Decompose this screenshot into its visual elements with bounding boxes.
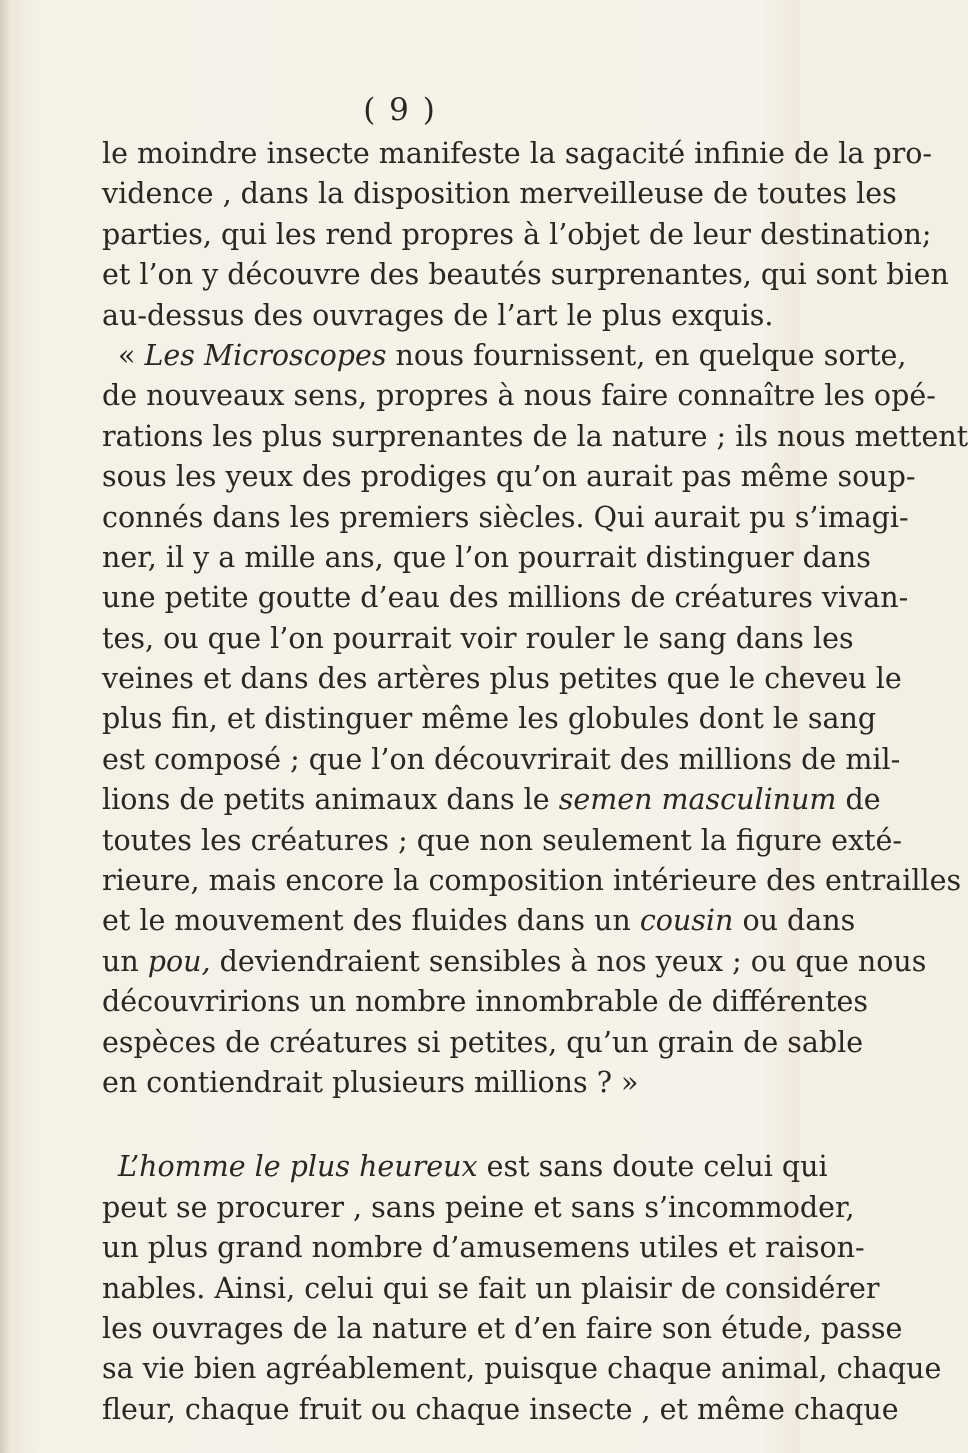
text-line [102, 1309, 903, 1349]
text-run: rations les plus surprenantes de la nature ; ils nous mettent [102, 419, 968, 453]
text-line [102, 780, 881, 820]
text-line [102, 376, 936, 416]
text-line [102, 296, 784, 336]
text-run: le moindre insecte manifeste la sagacité infinie de la pro- [102, 137, 933, 170]
text-run: en contiendrait plusieurs millions ? » [102, 1065, 639, 1099]
italic-text: Les Microscopes [144, 338, 387, 372]
text-line [102, 174, 897, 214]
text-run: de [836, 783, 881, 817]
text-line [102, 1390, 899, 1430]
text-line [102, 861, 962, 901]
text-line [102, 821, 902, 861]
page-number: ( 9 ) [363, 92, 437, 128]
text-run: deviendraient sensibles à nos yeux ; ou que nous [210, 944, 927, 978]
text-line [102, 498, 909, 538]
text-run: vidence , dans la disposition merveilleuse de toutes les [102, 177, 897, 211]
text-run: rieure, mais encore la composition intérieure des entrailles [102, 864, 962, 898]
text-line [102, 578, 909, 618]
text-run: une petite goutte d’eau des millions de créatures vivan- [102, 581, 909, 615]
text-line [102, 1349, 942, 1389]
text-line [102, 982, 869, 1022]
text-run: connés dans les premiers siècles. Qui aurait pu s’imagi- [102, 500, 909, 534]
text-line [102, 942, 927, 982]
text-line [102, 659, 902, 699]
paragraph-gap [102, 1103, 784, 1147]
text-run: ner, il y a mille ans, que l’on pourrait distinguer dans [102, 540, 871, 574]
text-run: lions de petits animaux dans le [102, 783, 559, 817]
text-line [102, 1188, 855, 1228]
text-run: nables. Ainsi, celui qui se fait un plaisir de considérer [102, 1271, 880, 1305]
page-edge-shadow [0, 0, 10, 1453]
text-run: fleur, chaque fruit ou chaque insecte , et même chaque [102, 1392, 899, 1426]
text-line [102, 538, 871, 578]
text-line [102, 619, 854, 659]
text-line [102, 1147, 828, 1187]
text-run: veines et dans des artères plus petites que le cheveu le [102, 662, 902, 696]
text-run: sous les yeux des prodiges qu’on aurait pas même soup- [102, 460, 916, 494]
text-line [102, 215, 932, 255]
text-run: au-dessus des ouvrages de l’art le plus exquis. [102, 298, 774, 332]
text-run: nous fournissent, en quelque sorte, [386, 338, 907, 372]
text-run: ou dans [733, 904, 856, 938]
text-run: les ouvrages de la nature et d’en faire son étude, passe [102, 1311, 903, 1345]
text-run: est composé ; que l’on découvrirait des millions de mil- [102, 742, 901, 776]
text-line [102, 134, 933, 174]
text-run: est sans doute celui qui [477, 1150, 828, 1184]
text-line [102, 255, 949, 295]
text-run: de nouveaux sens, propres à nous faire connaître les opé- [102, 379, 936, 413]
text-run: toutes les créatures ; que non seulement la figure exté- [102, 823, 902, 857]
text-line [102, 417, 968, 457]
text-line [102, 1228, 865, 1268]
text-run: un [102, 944, 148, 978]
text-line [102, 1023, 864, 1063]
text-line [102, 699, 877, 739]
text-run: tes, ou que l’on pourrait voir rouler le sang dans les [102, 621, 854, 655]
text-line [102, 336, 907, 376]
text-line [102, 1063, 784, 1103]
text-run: peut se procurer , sans peine et sans s’incommoder, [102, 1190, 855, 1224]
text-run: sa vie bien agréablement, puisque chaque animal, chaque [102, 1352, 942, 1386]
text-run: « [118, 338, 145, 372]
text-line [102, 457, 916, 497]
text-run: et le mouvement des fluides dans un [102, 904, 640, 938]
italic-text: L’homme le plus heureux [118, 1150, 478, 1184]
text-line [102, 740, 901, 780]
text-run: découvririons un nombre innombrable de différentes [102, 985, 869, 1019]
text-run: plus fin, et distinguer même les globules dont le sang [102, 702, 877, 736]
text-run: un plus grand nombre d’amusemens utiles et raison- [102, 1231, 865, 1265]
text-run: espèces de créatures si petites, qu’un grain de sable [102, 1025, 864, 1059]
text-run: et l’on y découvre des beautés surprenantes, qui sont bien [102, 258, 949, 292]
italic-text: pou, [147, 944, 211, 978]
italic-text: cousin [639, 904, 734, 938]
italic-text: semen masculinum [558, 783, 837, 817]
body-text [102, 134, 968, 1430]
text-line [102, 901, 856, 941]
text-run: parties, qui les rend propres à l’objet de leur destination; [102, 217, 932, 251]
text-line [102, 1269, 880, 1309]
